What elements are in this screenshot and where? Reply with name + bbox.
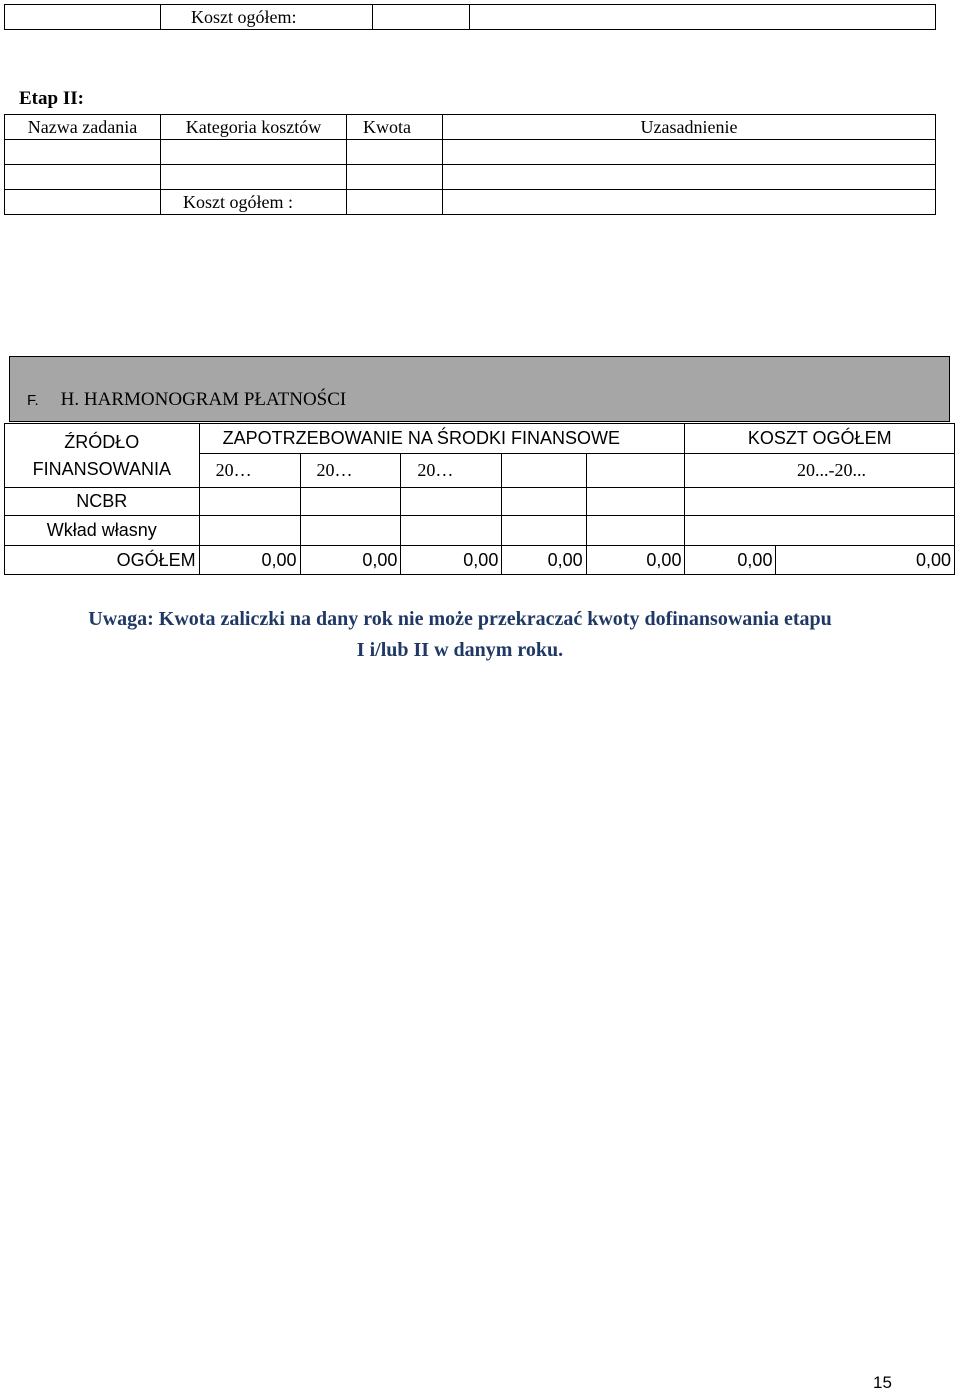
row-label-ncbr: NCBR — [5, 488, 200, 516]
total-value: 0,00 — [300, 546, 401, 575]
etap2-cell — [443, 140, 936, 165]
amount-cell — [685, 488, 955, 516]
etap2-col-category: Kategoria kosztów — [161, 115, 347, 140]
amount-cell — [199, 516, 300, 546]
etap1-justification-cell — [470, 5, 936, 30]
source-header-line2: FINANSOWANIA — [32, 458, 171, 479]
etap1-total-value-cell — [373, 5, 470, 30]
year-header-empty — [586, 454, 685, 488]
total-value-split — [685, 546, 955, 575]
amount-cell — [502, 488, 586, 516]
total-value: 0,00 — [401, 546, 502, 575]
need-header: ZAPOTRZEBOWANIE NA ŚRODKI FINANSOWE — [199, 424, 685, 454]
year-header: 20… — [199, 454, 300, 488]
amount-cell — [685, 516, 955, 546]
harmonogram-title-text: H. HARMONOGRAM PŁATNOŚCI — [60, 389, 347, 410]
total-value: 0,00 — [586, 546, 685, 575]
note-line2: I i/lub II w danym roku. — [356, 639, 564, 661]
amount-cell — [586, 488, 685, 516]
total-value: 0,00 — [199, 546, 300, 575]
amount-cell — [300, 488, 401, 516]
note-line1: Uwaga: Kwota zaliczki na dany rok nie może przekraczać kwoty dofinansowania etapu — [88, 608, 832, 630]
amount-cell — [199, 488, 300, 516]
year-header: 20… — [300, 454, 401, 488]
amount-cell — [401, 516, 502, 546]
harmonogram-header-band — [9, 356, 950, 422]
harmonogram-table — [4, 423, 955, 575]
total-row-label: OGÓŁEM — [5, 546, 200, 575]
source-header — [5, 424, 200, 488]
grand-total-value: 0,00 — [915, 549, 951, 570]
total-cost-header: KOSZT OGÓŁEM — [685, 424, 955, 454]
etap2-col-justification: Uzasadnienie — [443, 115, 936, 140]
note — [20, 604, 900, 666]
etap2-cell — [5, 165, 161, 190]
amount-cell — [300, 516, 401, 546]
range-header: 20...-20... — [685, 454, 955, 488]
etap2-cell — [5, 140, 161, 165]
etap2-heading: Etap II: — [19, 88, 84, 109]
amount-cell — [586, 516, 685, 546]
row-label-own-contribution: Wkład własny — [5, 516, 200, 546]
etap1-empty-cell — [5, 5, 161, 30]
etap2-col-task: Nazwa zadania — [5, 115, 161, 140]
etap2-cell — [347, 140, 443, 165]
year-header-empty — [502, 454, 586, 488]
amount-cell — [502, 516, 586, 546]
total-value: 0,00 — [502, 546, 586, 575]
etap1-total-label: Koszt ogółem: — [161, 5, 373, 30]
etap2-cell — [443, 190, 936, 215]
etap2-cell — [5, 190, 161, 215]
amount-cell — [401, 488, 502, 516]
etap2-table — [4, 114, 936, 215]
etap2-cell — [161, 165, 347, 190]
etap2-total-value-cell — [347, 190, 443, 215]
etap1-total-table — [4, 4, 936, 30]
etap2-cell — [443, 165, 936, 190]
etap2-cell — [161, 140, 347, 165]
etap2-col-amount: Kwota — [347, 115, 443, 140]
source-header-line1: ŹRÓDŁO — [64, 431, 140, 452]
total-value: 0,00 — [685, 546, 776, 574]
year-header: 20… — [401, 454, 502, 488]
harmonogram-prefix: F. — [27, 392, 39, 409]
harmonogram-title — [27, 389, 346, 411]
page-number: 15 — [873, 1373, 892, 1392]
etap2-cell — [347, 165, 443, 190]
etap2-total-label: Koszt ogółem : — [161, 190, 347, 215]
